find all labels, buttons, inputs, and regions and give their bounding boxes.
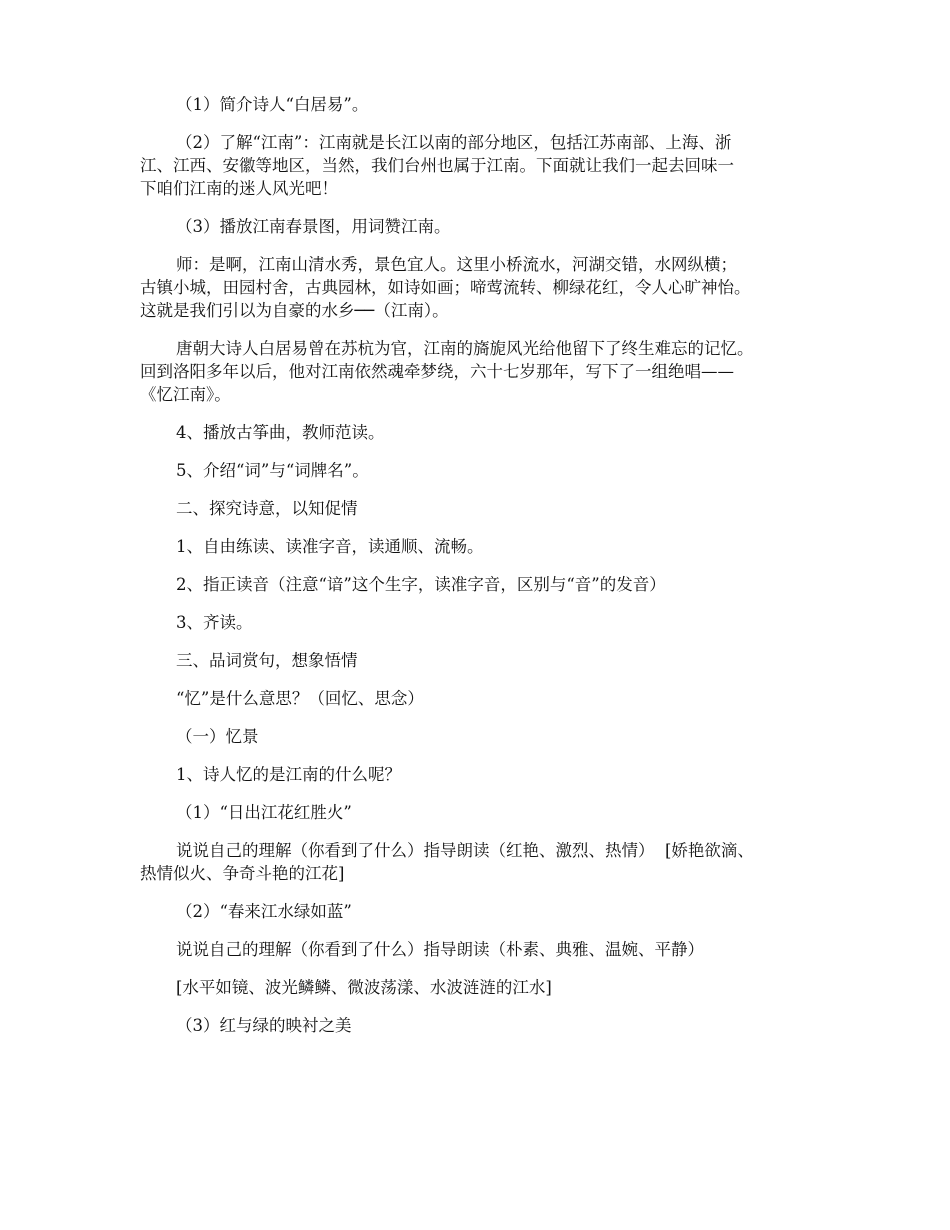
paragraph-text: 三、品词赏句，想象悟情 <box>176 651 358 670</box>
paragraph-line: 《忆江南》。 <box>140 385 231 404</box>
paragraph-line: 下咱们江南的迷人风光吧！ <box>140 179 338 198</box>
paragraph-line: 说说自己的理解（你看到了什么）指导朗读（红艳、激烈、热情） [娇艳欲滴、 <box>176 841 754 860</box>
paragraph-text: （一）忆景 <box>176 727 259 746</box>
paragraph-text: （3）红与绿的映衬之美 <box>176 1016 352 1035</box>
paragraph-text: 4、播放古筝曲，教师范读。 <box>176 423 385 442</box>
paragraph-text: 1、自由练读、读准字音，读通顺、流畅。 <box>176 537 484 556</box>
paragraph-text: 1、诗人忆的是江南的什么呢？ <box>176 765 401 784</box>
paragraph-ci-intro <box>140 459 830 482</box>
paragraph-line: 师：是啊，江南山清水秀，景色宜人。这里小桥流水，河湖交错，水网纵横； <box>176 255 737 274</box>
paragraph-text: （1）简介诗人“白居易”。 <box>176 95 369 114</box>
paragraph-line: 回到洛阳多年以后，他对江南依然魂牵梦绕，六十七岁那年，写下了一组绝唱—— <box>140 362 734 381</box>
section-heading-three <box>140 649 830 672</box>
paragraph-question <box>140 763 830 786</box>
paragraph-text: （1）“日出江花红胜火” <box>176 803 352 822</box>
paragraph-line: 这就是我们引以为自豪的水乡──（江南）。 <box>140 301 449 320</box>
section-heading-two <box>140 497 830 520</box>
paragraph-line: （2）了解“江南”：江南就是长江以南的部分地区，包括江苏南部、上海、浙 <box>176 133 732 152</box>
document-body <box>140 93 830 1052</box>
paragraph-line: 热情似火、争奇斗艳的江花] <box>140 864 345 883</box>
paragraph-text: 二、探究诗意，以知促情 <box>176 499 358 518</box>
subsection-heading-scenery <box>140 725 830 748</box>
paragraph-red-green-contrast <box>140 1014 830 1037</box>
paragraph-intro-poet <box>140 93 830 116</box>
paragraph-understanding-one <box>140 839 830 885</box>
paragraph-pronunciation <box>140 573 830 596</box>
paragraph-text: “忆”是什么意思？（回忆、思念） <box>176 689 424 708</box>
paragraph-verse-one <box>140 801 830 824</box>
paragraph-line: 唐朝大诗人白居易曾在苏杭为官，江南的旖旎风光给他留下了终生难忘的记忆。 <box>176 339 754 358</box>
paragraph-bai-juyi-story <box>140 337 830 406</box>
paragraph-read-together <box>140 611 830 634</box>
paragraph-line: 江、江西、安徽等地区，当然，我们台州也属于江南。下面就让我们一起去回味一 <box>140 156 734 175</box>
paragraph-text: 3、齐读。 <box>176 613 253 632</box>
paragraph-line: 古镇小城，田园村舍，古典园林，如诗如画；啼莺流转、柳绿花红，令人心旷神怡。 <box>140 278 751 297</box>
paragraph-verse-two <box>140 900 830 923</box>
paragraph-text: 说说自己的理解（你看到了什么）指导朗读（朴素、典雅、温婉、平静） <box>176 940 704 959</box>
paragraph-text: （2）“春来江水绿如蓝” <box>176 902 352 921</box>
paragraph-text: （3）播放江南春景图，用词赞江南。 <box>176 217 451 236</box>
paragraph-river-description <box>140 976 830 999</box>
paragraph-jiangnan-region <box>140 131 830 200</box>
paragraph-free-reading <box>140 535 830 558</box>
paragraph-understanding-two <box>140 938 830 961</box>
paragraph-spring-scene <box>140 215 830 238</box>
paragraph-meaning-of-yi <box>140 687 830 710</box>
paragraph-text: 5、介绍“词”与“词牌名”。 <box>176 461 369 480</box>
paragraph-teacher-remark <box>140 253 830 322</box>
paragraph-text: [水平如镜、波光鳞鳞、微波荡漾、水波涟涟的江水] <box>176 978 552 997</box>
paragraph-text: 2、指正读音（注意“谙”这个生字，读准字音，区别与“音”的发音） <box>176 575 666 594</box>
paragraph-guzheng <box>140 421 830 444</box>
